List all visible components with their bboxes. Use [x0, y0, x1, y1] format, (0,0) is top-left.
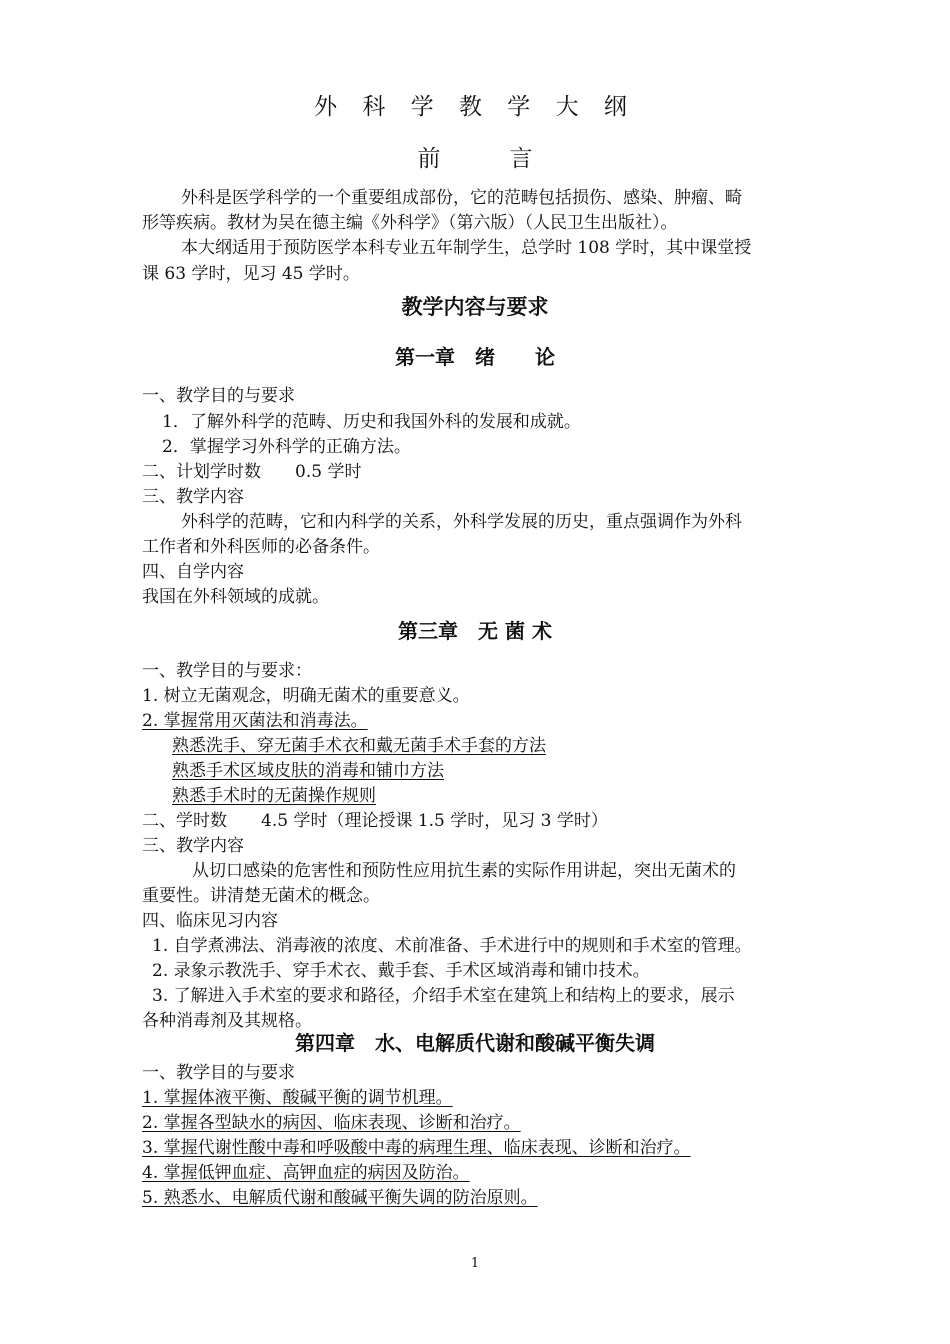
ch3-line: 从切口感染的危害性和预防性应用抗生素的实际作用讲起，突出无菌术的: [192, 861, 736, 881]
ch3-line: 3. 了解进入手术室的要求和路径，介绍手术室在建筑上和结构上的要求，展示: [152, 986, 735, 1006]
ch1-line: 一、教学目的与要求: [142, 386, 295, 406]
preface-line: 课 63 学时，见习 45 学时。: [142, 264, 360, 284]
ch1-line: 二、计划学时数 0.5 学时: [142, 462, 362, 482]
chapter-4-heading: 第四章 水、电解质代谢和酸碱平衡失调: [295, 1031, 655, 1055]
ch4-line-underlined: 3. 掌握代谢性酸中毒和呼吸酸中毒的病理生理、临床表现、诊断和治疗。: [142, 1138, 691, 1158]
document-title: 外 科 学 教 学 大 纲: [314, 94, 636, 120]
ch3-line: 各种消毒剂及其规格。: [142, 1011, 312, 1031]
section-heading: 教学内容与要求: [401, 295, 549, 319]
ch3-line-underlined: 2. 掌握常用灭菌法和消毒法。: [142, 711, 368, 731]
ch4-line-underlined: 4. 掌握低钾血症、高钾血症的病因及防治。: [142, 1163, 470, 1183]
ch3-line-underlined: 熟悉手术区域皮肤的消毒和铺巾方法: [172, 761, 444, 781]
preface-line: 形等疾病。教材为吴在德主编《外科学》（第六版）（人民卫生出版社）。: [142, 213, 678, 233]
page-number: 1: [470, 1256, 480, 1271]
ch3-line: 四、临床见习内容: [142, 911, 278, 931]
ch3-line: 二、学时数 4.5 学时（理论授课 1.5 学时，见习 3 学时）: [142, 811, 608, 831]
preface-line: 本大纲适用于预防医学本科专业五年制学生，总学时 108 学时，其中课堂授: [181, 238, 752, 258]
ch1-line: 1．了解外科学的范畴、历史和我国外科的发展和成就。: [162, 412, 581, 432]
ch1-line: 三、教学内容: [142, 487, 244, 507]
ch1-line: 我国在外科领域的成就。: [142, 587, 329, 607]
ch3-line: 2. 录象示教洗手、穿手术衣、戴手套、手术区域消毒和铺巾技术。: [152, 961, 650, 981]
ch1-line: 2．掌握学习外科学的正确方法。: [162, 437, 411, 457]
ch3-line: 三、教学内容: [142, 836, 244, 856]
ch3-line: 一、教学目的与要求：: [142, 661, 312, 681]
preface-heading: 前 言: [417, 146, 533, 172]
ch3-line: 1. 树立无菌观念，明确无菌术的重要意义。: [142, 686, 470, 706]
ch4-line-underlined: 5. 熟悉水、电解质代谢和酸碱平衡失调的防治原则。: [142, 1188, 538, 1208]
ch3-line: 1. 自学煮沸法、消毒液的浓度、术前准备、手术进行中的规则和手术室的管理。: [152, 936, 752, 956]
ch4-line-underlined: 2. 掌握各型缺水的病因、临床表现、诊断和治疗。: [142, 1113, 521, 1133]
ch4-line-underlined: 1. 掌握体液平衡、酸碱平衡的调节机理。: [142, 1088, 453, 1108]
ch1-line: 外科学的范畴，它和内科学的关系，外科学发展的历史，重点强调作为外科: [181, 512, 742, 532]
ch3-line: 重要性。讲清楚无菌术的概念。: [142, 886, 380, 906]
chapter-1-heading: 第一章 绪 论: [395, 345, 555, 369]
preface-line: 外科是医学科学的一个重要组成部份，它的范畴包括损伤、感染、肿瘤、畸: [181, 188, 742, 208]
chapter-3-heading: 第三章 无 菌 术: [398, 619, 552, 643]
ch1-line: 四、自学内容: [142, 562, 244, 582]
ch1-line: 工作者和外科医师的必备条件。: [142, 537, 380, 557]
ch4-line: 一、教学目的与要求: [142, 1063, 295, 1083]
ch3-line-underlined: 熟悉手术时的无菌操作规则: [172, 786, 376, 806]
ch3-line-underlined: 熟悉洗手、穿无菌手术衣和戴无菌手术手套的方法: [172, 736, 546, 756]
